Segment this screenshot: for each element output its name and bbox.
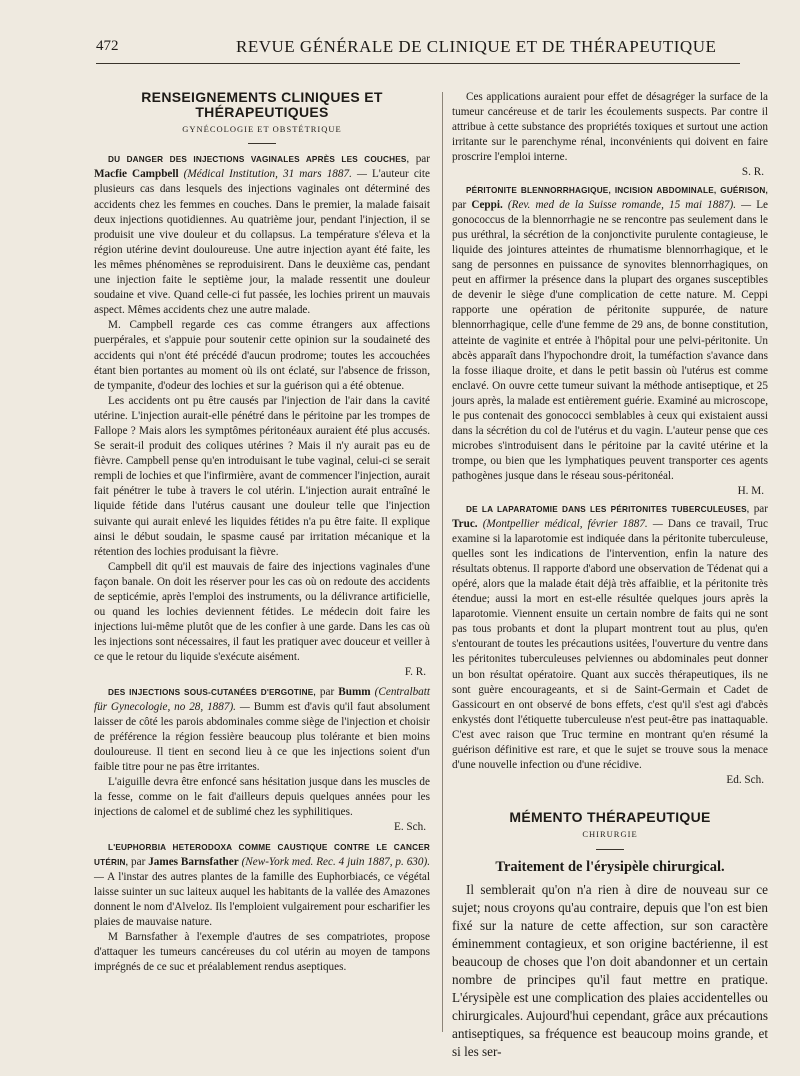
article-truc — [452, 502, 768, 789]
article-paragraph: L'aiguille devra être enfoncé sans hésitation jusque dans les muscles de la fesse, comme on le fait d'ailleurs depuis quelques années pour les injections de calomel et de sublimé chez les syphilitiques. — [94, 776, 430, 819]
article-paragraph: Campbell dit qu'il est mauvais de faire des injections vaginales d'une façon banale. On doit les réserver pour les cas où on redoute des accidents de septicémie, après l'emploi des instruments, ou la délivrance artificielle, ou quand les lochies deviennent fétides. Le médecin doit faire les injections lui-même plutôt que de les confier à une garde. Dans les cas où les injections sont nécessaires, il faut les pratiquer avec douceur et veiller à ce que le retour du liquide s'exécute aisément. — [94, 560, 430, 664]
column-divider — [442, 92, 443, 1032]
article-signature: H. M. — [737, 485, 764, 498]
article-lead: Le gonococcus de la blennorrhagie ne se rencontre pas seulement dans le pus uréthral, la sécrétion de la conjonctivite purulente contagieuse, le liquide des jointures atteintes de rhumatisme blennorrhagique, et le sang de personnes en puissance de synovites blennorrhagiques, on peut en affirmer la présence dans la plupart des organes susceptibles de devenir le siège d'une complication de cette nature. M. Ceppi rapporte une opération de péritonite suppurée, de nature blennorrhagique, celle d'une femme de 29 ans, de bonne constitution, atteinte de vaginite et entrée à l'hôpital pour une pelvi-péritonite. Un abcès apparaît dans l'hypochondre droit, la tuméfaction s'avance dans la fosse iliaque droite, et dans le petit bassin où l'utérus est comme enclavé. On ouvre cette tumeur suivant la méthode antiseptique, et 25 jours après, la malade est entièrement guérie. Examiné au microscope, le pus contenait des gonococci semblables à ceux qui existaient aussi dans la sécrétion du col de l'utérus et du vagin. L'auteur pense que ces microbes s'introduisent dans le péritoine par la cavité utérine et la trompe, ou bien que les lymphatiques peuvent transporter ces agents pathogènes jusque dans le réseau sous-péritonéal. — [452, 198, 768, 483]
article-heading: DU DANGER DES INJECTIONS VAGINALES APRÈS LES COUCHES, — [108, 155, 410, 165]
article-author: Bumm — [338, 685, 371, 698]
article-author: Macfie Campbell — [94, 168, 179, 181]
article-paragraph: M. Campbell regarde ces cas comme étrangers aux affections puerpérales, et s'appuie pour soutenir cette opinion sur la soudaineté des accidents qui n'ont été précédé d'aucun prodrome; toutes les accouchées étant bien portantes au moment où ils ont éclaté, sur l'absence de frisson, de tympanite, d'odeur des lochies et sur la guérison qui a été obtenue. — [94, 319, 430, 392]
article-signature: F. R. — [404, 666, 426, 679]
article-source: (Rev. med de la Suisse romande, 15 mai 1887). — — [502, 198, 752, 211]
article-heading: DE LA LAPARATOMIE DANS LES PÉRITONITES TUBERCULEUSES, — [466, 504, 750, 514]
header-rule — [96, 63, 740, 64]
article-campbell — [94, 152, 430, 680]
article-author: Ceppi. — [471, 198, 503, 211]
article-author: James Barnsfather — [148, 855, 239, 868]
article-signature: S. R. — [741, 166, 764, 179]
article-paragraph: Les accidents ont pu être causés par l'injection de l'air dans la cavité utérine. L'injection aurait-elle pénétré dans le péritoine par les trompes de Fallope ? Mais alors les symptômes péritonéaux auraient été plus accusés. Se serait-il produit des coliques utérines ? Mais il n'y aurait pas eu de fièvre. Campbell pense qu'en introduisant le tube vaginal, celui-ci se serait rempli de lochies et que l'infirmière, avant de commencer l'injection, aurait fait pénétrer le tube à travers le col utérin. L'injection aurait entraîné le liquide fétide dans l'utérus causant une douleur telle que l'injection suivante qui aurait enlevé les liquides fétides n'a pu être faite. Il explique ainsi le début soudain, le spasme causé par irritation mécanique et la rétention des lochies produisant la fièvre. — [94, 394, 430, 558]
short-rule — [248, 143, 276, 144]
article-lead-paragraph: L'EUPHORBIA HETERODOXA COMME CAUSTIQUE CONTRE LE CANCER UTÉRIN, par James Barnsfather (New-York med. Rec. 4 juin 1887, p. 630). — A l'instar des autres plantes de la famille des Euphorbiacés, ce végétal laisse suinter un suc laiteux auquel les habitants de la vallée des Amazones donnent le nom d'Alveloz. Ils l'emploient vulgairement pour escharifier les plaies de mauvaise nature. — [94, 842, 431, 928]
article-lead: Dans ce travail, Truc examine si la laparotomie est indiquée dans la péritonite tuberculeuse, quelles sont les indications de l'intervention, enfin la nature des résultats obtenus. Il rapporte d'abord une observation de Tédenat qui a opéré, alors que la malade était déjà très affaiblie, et la péritonite très étendue; aussi la mort en est-elle résultée quelques jours après la laparotomie. Viennent ensuite un certain nombre de faits qui ne sont pas tous probants et dont la plupart montrent tout au plus, qu'en s'entourant de toutes les précautions usitées, l'ouverture du ventre dans les péritonites tuberculeuses pelviennes ou abdominales peut donner un bon résultat opératoire. Quant aux succès thérapeutiques, ils ne sont guère encourageants, et si de Saint-Germain et Cadet de Gassicourt en ont observé de bons effets, c'est qu'il s'est agi d'abcès enkystés dont l'étiquette tuberculeuse n'est peut-être pas inattaquable. C'est avec raison que Truc termine en montrant qu'en résumé la guérison définitive est rare, et que le sujet se trouve sous la menace d'une nouvelle infection ou d'une récidive. — [452, 517, 768, 772]
running-title: REVUE GÉNÉRALE DE CLINIQUE ET DE THÉRAPEUTIQUE — [236, 37, 717, 56]
article-source: (Centralbatt für Gynecologie, no 28, 1887). — — [94, 685, 430, 713]
article-heading: DES INJECTIONS SOUS-CUTANÉES D'ERGOTINE, — [108, 687, 316, 697]
article-paragraph: M Barnsfather à l'exemple d'autres de ses compatriotes, propose d'attaquer les tumeurs cancéreuses du col utérin au moyen de tampons imprégnés de ce suc et préalablement rendus aseptiques. — [94, 931, 430, 974]
article-source: (Montpellier médical, février 1887. — — [477, 517, 663, 530]
article-signature: E. Sch. — [393, 821, 426, 834]
article-lead-paragraph: DE LA LAPARATOMIE DANS LES PÉRITONITES TUBERCULEUSES, par Truc. (Montpellier médical, février 1887. — Dans ce travail, Truc examine si la laparotomie est indiquée dans la péritonite tuberculeuse, quelles sont les indications de l'intervention, enfin la nature des résultats obtenus. Il rapporte d'abord une observation de Tédenat qui a opéré, alors que la malade était déjà très affaiblie, et la péritonite très étendue; aussi la mort en est-elle résultée quelques jours après la laparotomie. Viennent ensuite un certain nombre de faits qui ne sont pas tous probants et dont la plupart montrent tout au plus, qu'en s'entourant de toutes les précautions usitées, l'ouverture du ventre dans les péritonites tuberculeuses pelviennes ou abdominales peut donner un bon résultat opératoire. Quant aux succès thérapeutiques, ils ne sont guère encourageants, et si de Saint-Germain et Cadet de Gassicourt en ont observé de bons effets, c'est qu'il s'est agi d'abcès enkystés dont l'étiquette tuberculeuse n'est peut-être pas inattaquable. C'est avec raison que Truc termine en montrant qu'en résumé la guérison définitive est rare, et que le sujet se trouve sous la menace d'une nouvelle infection ou d'une récidive. — [452, 502, 768, 772]
article-barnsfather — [94, 840, 430, 976]
page-header — [0, 34, 800, 60]
right-column — [452, 90, 768, 1061]
article-signature: Ed. Sch. — [726, 774, 764, 787]
memento-section — [452, 810, 768, 1060]
left-column — [94, 90, 430, 975]
article-lead: L'auteur cite plusieurs cas dans lesquels des injections vaginales ont déterminé des accidents chez les femmes en couches. Dans le premier, la malade faisait deux injections quotidiennes. Au quatrième jour, pendant l'injection, il se produisit une vive douleur et du collapsus. La température s'éleva et la région utérine devint douloureuse. Une autre injection ayant été faite, les les mêmes phénomènes se reproduisirent. Dans le deuxième cas, pendant une injection faite le septième jour, la malade ressentit une douleur soudaine et vive. Quand celle-ci fut passée, les lochies prirent un mauvais aspect. Mêmes accidents chez une autre malade. — [94, 168, 430, 317]
short-rule — [596, 849, 624, 850]
article-heading: L'EUPHORBIA HETERODOXA COMME CAUSTIQUE CONTRE LE CANCER UTÉRIN, — [94, 842, 430, 867]
page-number: 472 — [96, 38, 119, 54]
article-bumm — [94, 685, 430, 836]
article-author: Truc. — [452, 517, 478, 530]
article-lead: Bumm est d'avis qu'il faut absolument laisser de côté les parois abdominales comme siège de l'injection et choisir de préférence la région fessière beaucoup plus tolérante et bien moins douloureuse. Il tient en second lieu à ce que les injections soient d'un faible titre pour ne pas être irritantes. — [94, 700, 430, 774]
article-ceppi — [452, 183, 768, 500]
section-subtitle: GYNÉCOLOGIE ET OBSTÉTRIQUE — [182, 124, 342, 135]
memento-text: Il semblerait qu'on n'a rien à dire de nouveau sur ce sujet; nous croyons qu'au contraire, depuis que l'on est bien fixé sur la nature de cette affection, sur son caractère éminemment contagieux, et son origine bactérienne, il est beaucoup de choses que l'on doit abandonner et un certain nombre de principes qu'il faut mettre en pratique. L'érysipèle est une complication des plaies accidentelles ou chirurgicales. Aujourd'hui cependant, grâce aux précautions antiseptiques, sa fréquence est beaucoup moins grande, et si les ser- — [452, 881, 768, 1059]
section-title: RENSEIGNEMENTS CLINIQUES ET THÉRAPEUTIQUES — [141, 89, 383, 121]
article-lead: A l'instar des autres plantes de la famille des Euphorbiacés, ce végétal laisse suinter un suc laiteux auquel les habitants de la vallée des Amazones donnent le nom d'Alveloz. Ils l'emploient vulgairement pour escharifier les plaies de mauvaise nature. — [94, 870, 430, 928]
continuation-paragraph: Ces applications auraient pour effet de désagréger la surface de la tumeur cancéreuse et de tarir les écoulements suspects. Par contre il attribue à cette substance des propriétés toxiques et surtout une action irritante sur le parenchyme rénal, inconvénients qui doivent en faire proscrire l'emploi interne. — [452, 91, 768, 164]
article-lead-paragraph: DES INJECTIONS SOUS-CUTANÉES D'ERGOTINE, par Bumm (Centralbatt für Gynecologie, no 28, 1887). — Bumm est d'avis qu'il faut absolument laisser de côté les parois abdominales comme siège de l'injection et choisir de préférence la région fessière beaucoup plus tolérante et bien moins douloureuse. Il tient en second lieu à ce que les injections soient d'un faible titre pour ne pas être irritantes. — [94, 685, 430, 774]
article-source: (Médical Institution, 31 mars 1887. — — [178, 168, 367, 181]
article-lead-paragraph: DU DANGER DES INJECTIONS VAGINALES APRÈS LES COUCHES, par Macfie Campbell (Médical Institution, 31 mars 1887. — L'auteur cite plusieurs cas dans lesquels des injections vaginales ont déterminé des accidents chez les femmes en couches. Dans le premier, la malade faisait deux injections quotidiennes. Au quatrième jour, pendant l'injection, il se produisit une vive douleur et du collapsus. La température s'éleva et la région utérine devint douloureuse. Une autre injection ayant été faite, les les mêmes phénomènes se reproduisirent. Dans le deuxième cas, pendant une injection faite le septième jour, la malade ressentit une douleur soudaine et vive. Quand celle-ci fut passée, les lochies prirent un mauvais aspect. Mêmes accidents chez une autre malade. — [94, 153, 430, 317]
article-lead-paragraph: PÉRITONITE BLENNORRHAGIQUE, INCISION ABDOMINALE, GUÉRISON, par Ceppi. (Rev. med de la Suisse romande, 15 mai 1887). — Le gonococcus de la blennorrhagie ne se rencontre pas seulement dans le pus uréthral, la sécrétion de la conjonctivite purulente contagieuse, le liquide des jointures atteintes de rhumatisme blennorrhagique, et le sang de personnes en puissance de synovites blennorrhagiques, on peut en affirmer la présence dans la plupart des organes susceptibles de devenir le siège d'une complication de cette nature. M. Ceppi rapporte une opération de péritonite suppurée, de nature blennorrhagique, celle d'une femme de 29 ans, de bonne constitution, atteinte de vaginite et entrée à l'hôpital pour une pelvi-péritonite. Un abcès apparaît dans l'hypochondre droit, la tuméfaction s'avance dans la fosse iliaque droite, et dans le petit bassin où l'utérus est comme enclavé. On ouvre cette tumeur suivant la méthode antiseptique, et 25 jours après, la malade est entièrement guérie. Examiné au microscope, le pus contenait des gonococci semblables à ceux qui existaient aussi dans la sécrétion du col de l'utérus et du vagin. L'auteur pense que ces microbes s'introduisent dans le péritoine par la cavité utérine et la trompe, ou bien que les lymphatiques peuvent transporter ces agents pathogènes jusque dans le réseau sous-péritonéal. — [452, 185, 768, 483]
memento-subtitle: CHIRURGIE — [582, 829, 638, 840]
article-heading: PÉRITONITE BLENNORRHAGIQUE, INCISION ABDOMINALE, GUÉRISON, — [466, 185, 768, 195]
memento-title: MÉMENTO THÉRAPEUTIQUE — [509, 809, 711, 826]
memento-article-title: Traitement de l'érysipèle chirurgical. — [495, 858, 725, 875]
article-source: (New-York med. Rec. 4 juin 1887, p. 630). — — [94, 855, 431, 883]
